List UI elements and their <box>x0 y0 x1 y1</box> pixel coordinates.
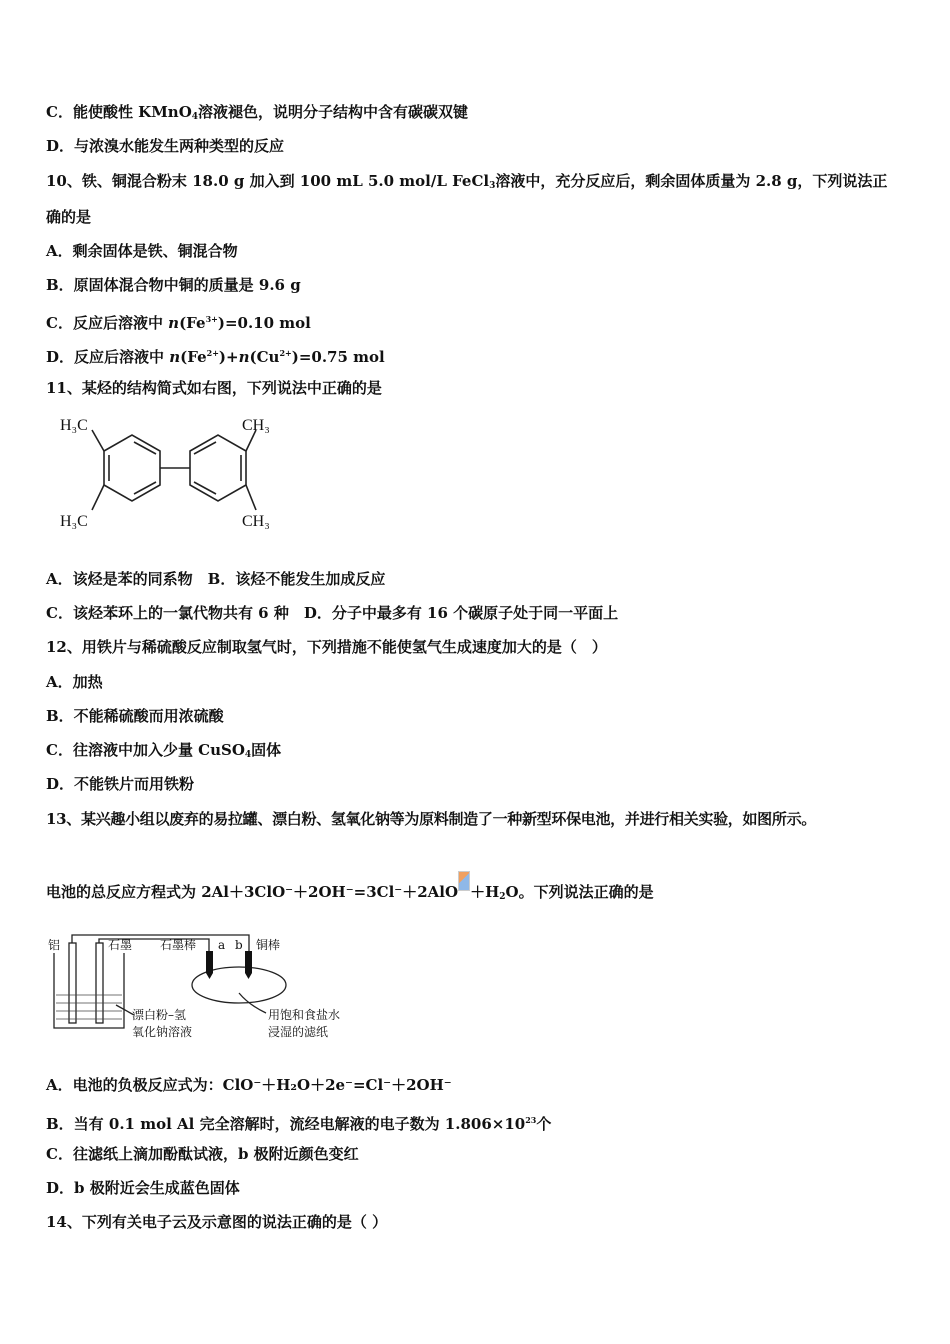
q13-stem2-a: 电池的总反应方程式为 2Al＋3ClO⁻＋2OH⁻=3Cl⁻＋2AlO <box>46 883 459 901</box>
q10-d-a: D．反应后溶液中 <box>46 348 170 366</box>
q10-d-n1: n <box>169 348 181 366</box>
biphenyl-structure-figure <box>56 408 296 548</box>
battery-electrolysis-figure <box>44 933 364 1048</box>
q13-stem-1: 13、某兴趣小组以废弃的易拉罐、漂白粉、氢氧化钠等为原料制造了一种新型环保电池，并进行相关实验，如图所示。 <box>46 810 816 828</box>
q10-stem <box>46 171 887 196</box>
q13-stem-2 <box>46 871 654 907</box>
label-copper-rod: 铜棒 <box>256 938 281 952</box>
q13-b-a: B．当有 0.1 mol Al 完全溶解时，流经电解液的电子数为 1.806×10 <box>46 1115 526 1133</box>
q10-d-sup1: 2+ <box>206 348 219 358</box>
beaker <box>54 953 124 1028</box>
q13-option-a: A．电池的负极反应式为：ClO⁻＋H₂O＋2e⁻=Cl⁻＋2OH⁻ <box>46 1076 452 1094</box>
q9-option-d: D．与浓溴水能发生两种类型的反应 <box>46 137 285 155</box>
q13-option-c: C．往滤纸上滴加酚酞试液，b 极附近颜色变红 <box>46 1145 359 1163</box>
methyl-label-top-right: CH₃ <box>242 417 270 434</box>
q14-stem: 14、下列有关电子云及示意图的说法正确的是（ ） <box>46 1213 388 1231</box>
q12-option-d: D．不能铁片而用铁粉 <box>46 775 195 793</box>
methyl-label-top-left: H₃C <box>60 417 88 434</box>
q10-option-b: B．原固体混合物中铜的质量是 9.6 g <box>46 276 301 294</box>
q13-stem2-c: O。下列说法正确的是 <box>505 883 654 901</box>
q10-d-c: )+ <box>218 348 239 366</box>
q10-option-c <box>46 309 311 333</box>
q10-stem-sub: 3 <box>489 181 496 191</box>
q12-stem: 12、用铁片与稀硫酸反应制取氢气时，下列措施不能使氢气生成速度加大的是（ ） <box>46 638 607 656</box>
methyl-label-bottom-right: CH₃ <box>242 513 270 530</box>
q9-option-c-text: C．能使酸性 KMnO <box>46 103 192 121</box>
q13-stem2-sub: 2 <box>499 892 506 902</box>
label-b: b <box>235 938 243 952</box>
q12-c-text: C．往溶液中加入少量 CuSO <box>46 741 245 759</box>
label-paper-1: 用饱和食盐水 <box>268 1008 341 1022</box>
methyl-label-bottom-left: H₃C <box>60 513 88 530</box>
q10-stem-cont: 确的是 <box>46 208 92 226</box>
q10-c-a: C．反应后溶液中 <box>46 314 169 332</box>
label-graphite-rod: 石墨棒 <box>160 938 197 952</box>
q9-option-c <box>46 102 468 127</box>
q10-d-e: )=0.75 mol <box>291 348 385 366</box>
q10-option-d <box>46 343 385 367</box>
q10-stem-b: 溶液中，充分反应后，剩余固体质量为 2.8 g，下列说法正 <box>495 172 888 190</box>
q12-option-c <box>46 740 281 765</box>
q11-options-cd: C．该烃苯环上的一氯代物共有 6 种 D．分子中最多有 16 个碳原子处于同一平面上 <box>46 604 619 622</box>
label-a: a <box>218 938 226 952</box>
label-aluminum: 铝 <box>48 938 61 952</box>
q10-option-a: A．剩余固体是铁、铜混合物 <box>46 242 238 260</box>
q9-option-c-sub: 4 <box>191 112 199 122</box>
q10-d-sup2: 2+ <box>279 348 292 358</box>
q10-c-sup: 3+ <box>205 314 218 324</box>
q10-stem-a: 10、铁、铜混合粉末 18.0 g 加入到 100 mL 5.0 mol/L FeCl <box>46 172 490 190</box>
label-graphite: 石墨 <box>108 938 133 952</box>
q12-c-tail: 固体 <box>251 741 282 759</box>
q11-stem: 11、某烃的结构简式如右图，下列说法中正确的是 <box>46 379 382 397</box>
right-benzene-ring <box>190 435 246 501</box>
q13-option-d: D．b 极附近会生成蓝色固体 <box>46 1179 240 1197</box>
copper-rod-b <box>245 951 252 979</box>
q13-stem2-b: ＋H <box>470 883 500 901</box>
q11-options-ab: A．该烃是苯的同系物 B．该烃不能发生加成反应 <box>46 570 386 588</box>
q13-b-sup: 23 <box>525 1115 537 1125</box>
q10-c-b: (Fe <box>179 314 206 332</box>
q13-option-b <box>46 1110 551 1134</box>
q10-d-b: (Fe <box>180 348 207 366</box>
q12-c-sub: 4 <box>244 750 252 760</box>
label-paper-2: 浸湿的滤纸 <box>268 1025 329 1039</box>
broken-image-icon <box>458 871 470 891</box>
q12-option-b: B．不能稀硫酸而用浓硫酸 <box>46 707 224 725</box>
q10-d-n2: n <box>238 348 250 366</box>
q12-option-a: A．加热 <box>46 673 103 691</box>
q10-d-d: (Cu <box>249 348 280 366</box>
q9-option-c-tail: 溶液褪色，说明分子结构中含有碳碳双键 <box>198 103 469 121</box>
q13-b-b: 个 <box>536 1115 552 1133</box>
left-benzene-ring <box>104 435 160 501</box>
label-solution-2: 氧化钠溶液 <box>132 1025 193 1039</box>
q10-c-c: )=0.10 mol <box>217 314 311 332</box>
graphite-rod-a <box>206 951 213 979</box>
label-solution-1: 漂白粉–氢 <box>132 1008 187 1022</box>
q10-c-n: n <box>168 314 180 332</box>
